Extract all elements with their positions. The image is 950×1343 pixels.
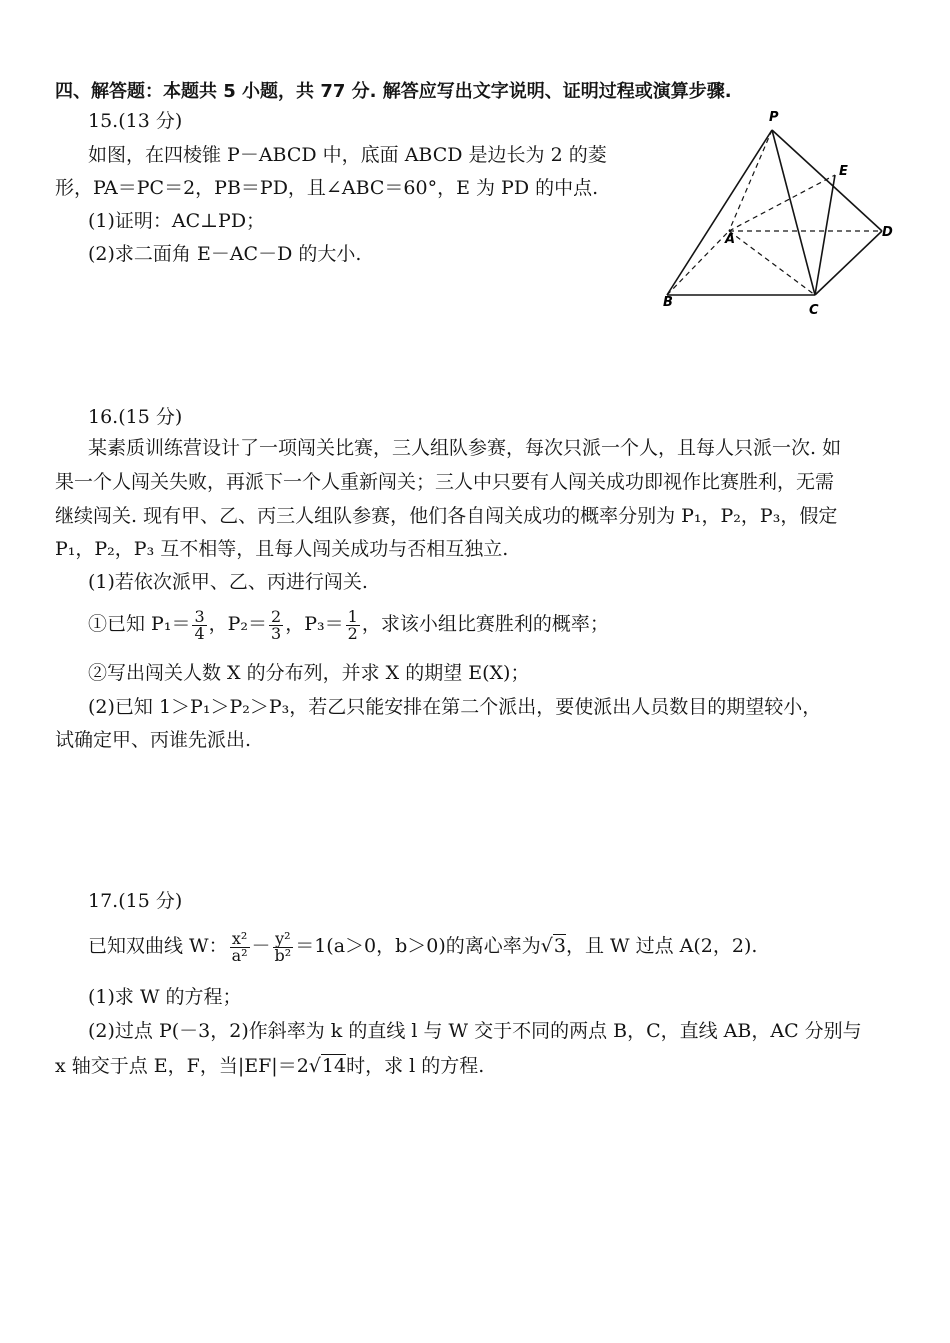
q16-title: 16.(15 分) [88, 406, 183, 428]
q15-title: 15.(13 分) [88, 110, 183, 132]
pyramid-figure [655, 105, 905, 330]
q16-stem-line3: 继续闯关. 现有甲、乙、丙三人组队参赛，他们各自闯关成功的概率分别为 P₁，P₂，P₃，假定 [55, 505, 838, 527]
label-P: P [769, 110, 779, 125]
fraction-y2-b2: $\frac{\text{y²}}{\text{b²}}$ [274, 928, 292, 965]
q16-sub1: ①已知 P₁＝ $\frac{3}{4}$ ，P₂＝ $\frac{2}{3}$ ，P₃＝ $\frac{1}{2}$ ，求该小组比赛胜利的概率； [88, 606, 609, 643]
q15-part2: (2)求二面角 E－AC－D 的大小. [88, 243, 362, 265]
edge-PB [667, 130, 772, 295]
edge-PC [772, 130, 815, 295]
edge-BA-hidden [667, 231, 729, 295]
label-A: A [725, 232, 736, 247]
q17-stem: 已知双曲线 W： $\frac{\text{x²}}{\text{a²}}$ － $\frac{\text{y²}}{\text{b²}}$ ＝1(a＞0，b＞0)的离心率为√3，且 W 过点 A(2，2). [88, 928, 758, 965]
sqrt-3: 3 [553, 935, 566, 957]
section-header: 四、解答题：本题共 5 小题，共 77 分. 解答应写出文字说明、证明过程或演算步骤. [55, 81, 732, 102]
q16-stem-line1: 某素质训练营设计了一项闯关比赛，三人组队参赛，每次只派一个人，且每人只派一次. 如 [88, 437, 842, 459]
edge-AC-hidden [729, 231, 815, 295]
edge-PD [772, 130, 882, 231]
label-D: D [882, 225, 893, 240]
q15-stem-line2: 形，PA＝PC＝2，PB＝PD，且∠ABC＝60°，E 为 PD 的中点. [55, 177, 599, 199]
edge-EC [815, 175, 835, 295]
q17-part1: (1)求 W 的方程； [88, 986, 242, 1008]
label-B: B [663, 295, 673, 310]
q16-stem-line4: P₁，P₂，P₃ 互不相等，且每人闯关成功与否相互独立. [55, 538, 509, 560]
sqrt-14: 14 [321, 1055, 347, 1077]
q17-part2-line2: x 轴交于点 E，F，当|EF|＝2√14时，求 l 的方程. [55, 1055, 485, 1077]
fraction-x2-a2: $\frac{\text{x²}}{\text{a²}}$ [231, 928, 248, 965]
edge-CD [815, 231, 882, 295]
q16-stem-line2: 果一个人闯关失败，再派下一个人重新闯关；三人中只要有人闯关成功即视作比赛胜利，无需 [55, 471, 835, 493]
q16-part2-line1: (2)已知 1＞P₁＞P₂＞P₃，若乙只能安排在第二个派出，要使派出人员数目的期望较小， [88, 696, 822, 718]
label-C: C [809, 303, 819, 318]
fraction-p1: $\frac{3}{4}$ [194, 606, 205, 643]
q17-title: 17.(15 分) [88, 890, 183, 912]
q17-part2-line1: (2)过点 P(－3，2)作斜率为 k 的直线 l 与 W 交于不同的两点 B，C，直线 AB，AC 分别与 [88, 1020, 862, 1042]
edge-PA-hidden [729, 130, 772, 231]
fraction-p2: $\frac{2}{3}$ [271, 606, 282, 643]
fraction-p3: $\frac{1}{2}$ [347, 606, 358, 643]
q15-stem-line1: 如图，在四棱锥 P－ABCD 中，底面 ABCD 是边长为 2 的菱 [88, 144, 607, 166]
q16-part2-line2: 试确定甲、丙谁先派出. [55, 729, 252, 751]
q16-sub2: ②写出闯关人数 X 的分布列，并求 X 的期望 E(X)； [88, 662, 530, 684]
label-E: E [839, 164, 848, 179]
q15-part1: (1)证明：AC⊥PD； [88, 210, 266, 232]
q16-part1: (1)若依次派甲、乙、丙进行闯关. [88, 571, 368, 593]
edge-AE-hidden [729, 175, 835, 231]
